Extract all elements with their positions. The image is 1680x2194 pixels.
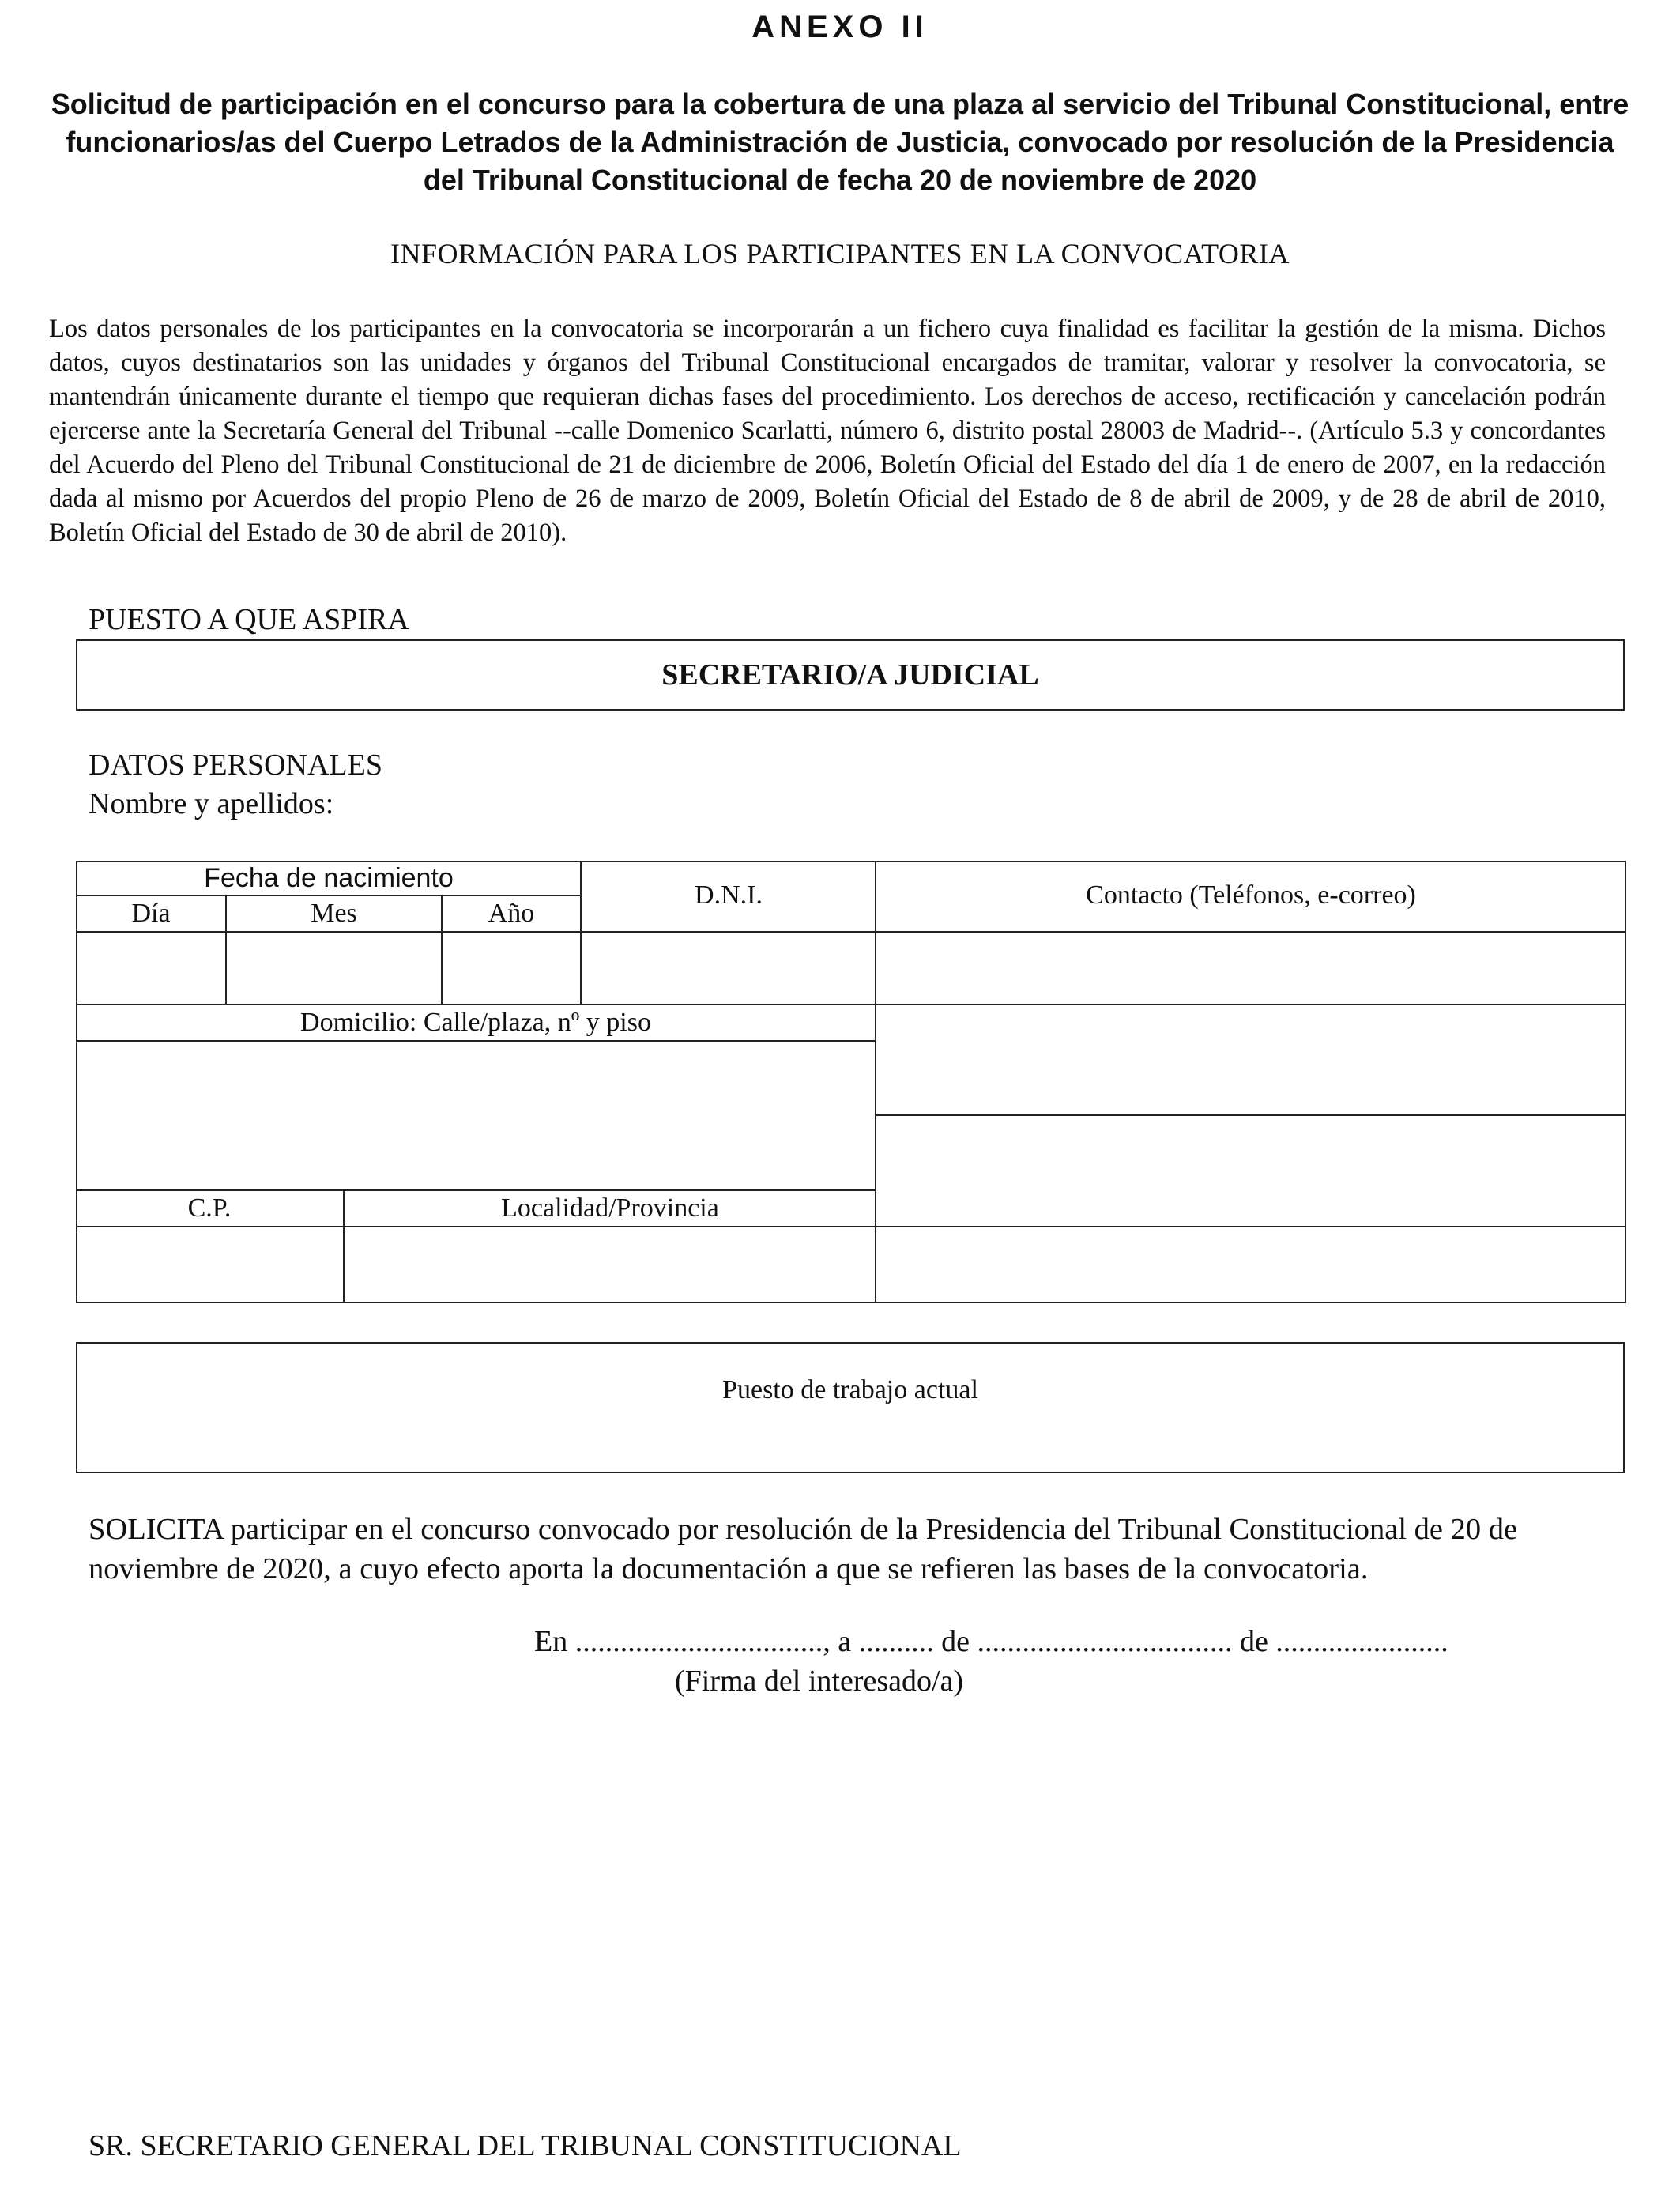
table-border-top (76, 861, 1626, 862)
table-border-bottom (76, 1302, 1626, 1303)
signature-place-date-line: En ................................., a .......... de .................................. de ....................... (534, 1625, 1448, 1658)
table-line-input-bottom (76, 1004, 1626, 1005)
document-title: Solicitud de participación en el concurso para la cobertura de una plaza al servicio del Tribunal Constitucional, entre funcionarios/as del Cuerpo Letrados de la Administración de Justicia, convocado por resolución de la Presidencia del Tribunal Constitucional de fecha 20 de noviembre de 2020 (51, 88, 1629, 196)
dni-label: D.N.I. (695, 880, 763, 910)
month-label: Mes (311, 899, 357, 928)
table-line-dni-contact (875, 861, 876, 1303)
request-text: SOLICITA participar en el concurso convocado por resolución de la Presidencia del Tribunal Constitucional de 20 de noviembre de 2020, a cuyo efecto aporta la documentación a que se refieren las bases de la convocatoria. (89, 1513, 1518, 1585)
privacy-notice: Los datos personales de los participantes en la convocatoria se incorporarán a un fichero cuya finalidad es facilitar la gestión de la misma. Dichos datos, cuyos destinatarios son las unidades y órganos del Tribunal Constitucional encargados de tramitar, valorar y resolver la convocatoria, se mantendrán únicamente durante el tiempo que requieran dichas fases del procedimiento. Los derechos de acceso, rectificación y cancelación podrán ejercerse ante la Secretaría General del Tribunal --calle Domenico Scarlatti, número 6, distrito postal 28003 de Madrid--. (Artículo 5.3 y concordantes del Acuerdo del Pleno del Tribunal Constitucional de 21 de diciembre de 2006, Boletín Oficial del Estado del día 1 de enero de 2007, en la redacción dada al mismo por Acuerdos del propio Pleno de 26 de marzo de 2009, Boletín Oficial del Estado de 8 de abril de 2009, y de 28 de abril de 2010, Boletín Oficial del Estado de 30 de abril de 2010). (49, 315, 1606, 547)
table-border-right (1625, 861, 1626, 1303)
contact-label: Contacto (Teléfonos, e-correo) (1086, 880, 1416, 910)
current-job-label: Puesto de trabajo actual (722, 1375, 978, 1404)
birth-date-label: Fecha de nacimiento (204, 863, 454, 893)
post-section-label: PUESTO A QUE ASPIRA (89, 603, 409, 636)
table-line-header-bottom (76, 931, 1626, 933)
table-line-cp-header-bottom (76, 1226, 1626, 1227)
year-label: Año (488, 899, 535, 928)
table-line-contact-mid (876, 1114, 1626, 1116)
post-value: SECRETARIO/A JUDICIAL (661, 658, 1039, 692)
table-line-cp-header-top (76, 1189, 876, 1191)
table-line-birth-sub (76, 895, 582, 896)
personal-section-label: DATOS PERSONALES (89, 748, 382, 782)
day-label: Día (131, 899, 171, 928)
table-line-address-header (76, 1040, 876, 1042)
info-heading: INFORMACIÓN PARA LOS PARTICIPANTES EN LA CONVOCATORIA (390, 238, 1290, 270)
current-job-box (76, 1342, 1625, 1473)
address-label: Domicilio: Calle/plaza, nº y piso (300, 1008, 651, 1037)
name-label: Nombre y apellidos: (89, 787, 334, 820)
locality-label: Localidad/Provincia (501, 1193, 719, 1223)
postal-code-label: C.P. (187, 1193, 232, 1223)
addressee: SR. SECRETARIO GENERAL DEL TRIBUNAL CONSTITUCIONAL (89, 2129, 962, 2162)
signature-caption: (Firma del interesado/a) (675, 1664, 964, 1698)
annex-heading: ANEXO II (751, 9, 929, 44)
